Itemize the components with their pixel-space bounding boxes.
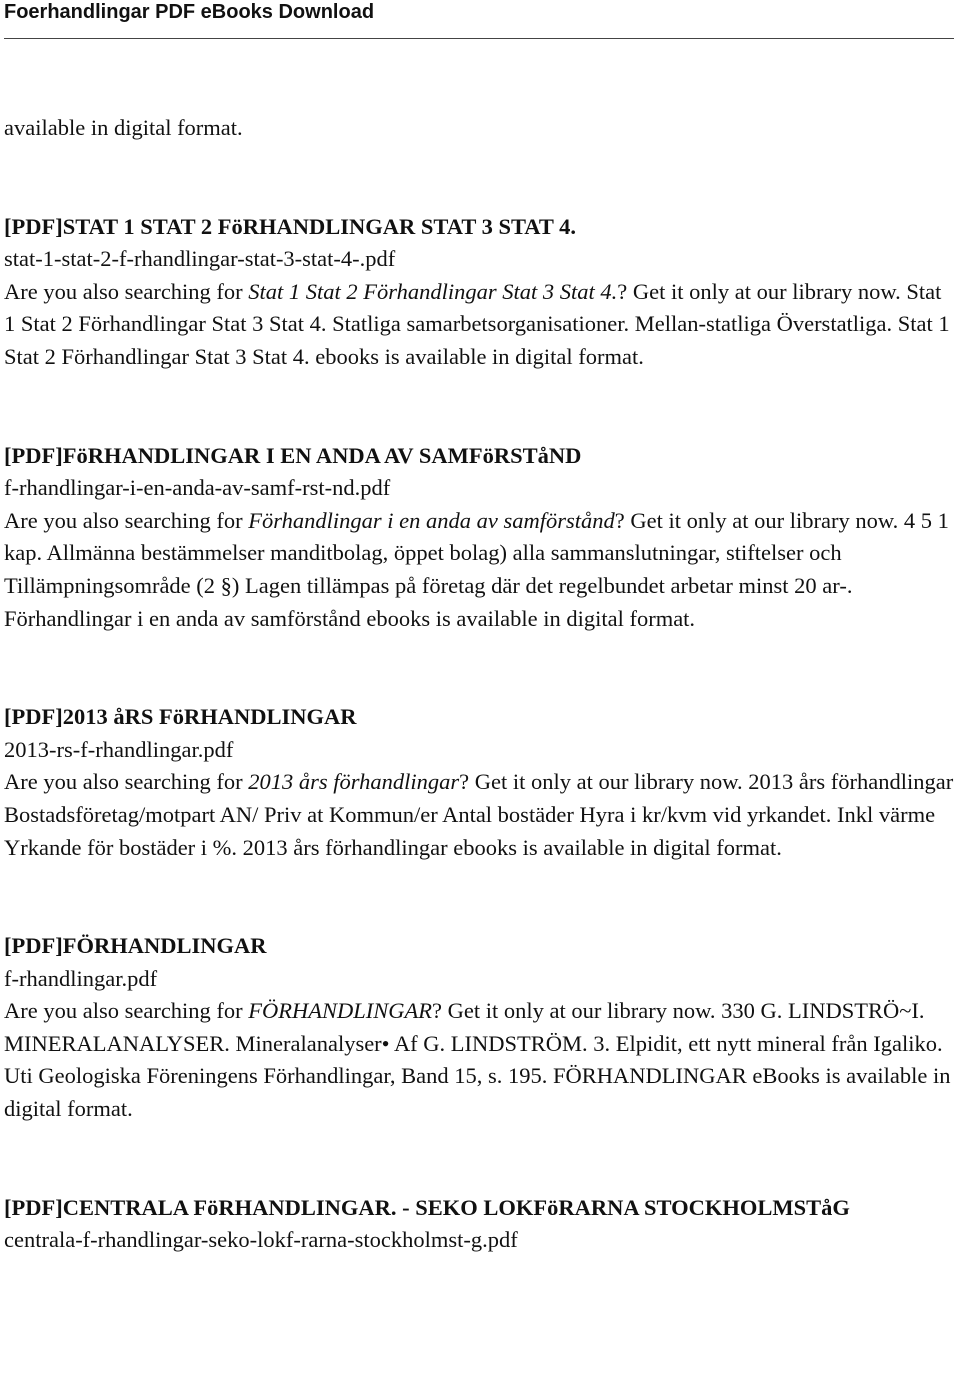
document-filename[interactable]: f-rhandlingar-i-en-anda-av-samf-rst-nd.pdf	[4, 475, 391, 501]
description-text: ? Get it only at our library now. 2013 års förhandlingar Bostadsföretag/motpart AN/ Priv at Kommun/er Antal bostäder Hyra i kr/kvm vid yrkandet. Inkl värme Yrkande för bostäder i %. 2013 års förhandlingar ebooks is available in digital format.	[4, 769, 954, 860]
document-description	[4, 505, 954, 635]
document-description	[4, 766, 954, 864]
document-list	[4, 112, 954, 1323]
search-prefix: Are you also searching for	[4, 507, 249, 533]
document-title[interactable]: [PDF]2013 åRS FöRHANDLINGAR	[4, 704, 357, 730]
document-description	[4, 995, 954, 1125]
description-text: ? Get it only at our library now. 4 5 1 kap. Allmänna bestämmelser manditbolag, öppet bolag) alla sammanslutningar, stiftelser och Tillämpningsområde (2 §) Lagen tillämpas på företag där det regelbundet arbetar minst 20 ar-. Förhandlingar i en anda av samförstånd ebooks is available in digital format.	[4, 507, 949, 631]
search-prefix: Are you also searching for	[4, 998, 249, 1024]
search-prefix: Are you also searching for	[4, 769, 249, 795]
intro-text: available in digital format.	[4, 115, 243, 140]
document-title[interactable]: [PDF]STAT 1 STAT 2 FöRHANDLINGAR STAT 3 STAT 4.	[4, 213, 576, 239]
document-filename[interactable]: stat-1-stat-2-f-rhandlingar-stat-3-stat-4-.pdf	[4, 246, 396, 272]
document-entry	[4, 440, 954, 636]
document-title[interactable]: [PDF]FÖRHANDLINGAR	[4, 933, 267, 959]
document-title[interactable]: [PDF]CENTRALA FöRHANDLINGAR. - SEKO LOKFöRARNA STOCKHOLMSTåG	[4, 1194, 850, 1220]
page-header	[4, 0, 954, 39]
document-title[interactable]: [PDF]FöRHANDLINGAR I EN ANDA AV SAMFöRSTåND	[4, 442, 582, 468]
search-term: 2013 års förhandlingar	[248, 769, 460, 795]
search-term: FÖRHANDLINGAR	[248, 998, 433, 1024]
intro-section	[4, 112, 954, 145]
search-prefix: Are you also searching for	[4, 278, 249, 304]
document-entry	[4, 701, 954, 864]
search-term: Förhandlingar i en anda av samförstånd	[248, 507, 615, 533]
document-entry	[4, 211, 954, 374]
search-term: Stat 1 Stat 2 Förhandlingar Stat 3 Stat 4.	[248, 278, 618, 304]
description-text: ? Get it only at our library now. 330 G. LINDSTRÖ~I. MINERALANALYSER. Mineralanalyser• Af G. LINDSTRÖM. 3. Elpidit, ett nytt mineral från Igaliko. Uti Geologiska Föreningens Förhandlingar, Band 15, s. 195. FÖRHANDLINGAR eBooks is available in digital format.	[4, 998, 951, 1122]
document-filename[interactable]: 2013-rs-f-rhandlingar.pdf	[4, 736, 234, 762]
document-filename[interactable]: centrala-f-rhandlingar-seko-lokf-rarna-stockholmst-g.pdf	[4, 1227, 518, 1253]
document-filename[interactable]: f-rhandlingar.pdf	[4, 965, 158, 991]
document-entry	[4, 930, 954, 1126]
description-text: ? Get it only at our library now. Stat 1 Stat 2 Förhandlingar Stat 3 Stat 4. Statliga samarbetsorganisationer. Mellan-statliga Överstatliga. Stat 1 Stat 2 Förhandlingar Stat 3 Stat 4. ebooks is available in digital format.	[4, 278, 950, 369]
document-description	[4, 276, 954, 374]
header-title: Foerhandlingar PDF eBooks Download	[4, 1, 375, 23]
document-entry	[4, 1192, 954, 1257]
